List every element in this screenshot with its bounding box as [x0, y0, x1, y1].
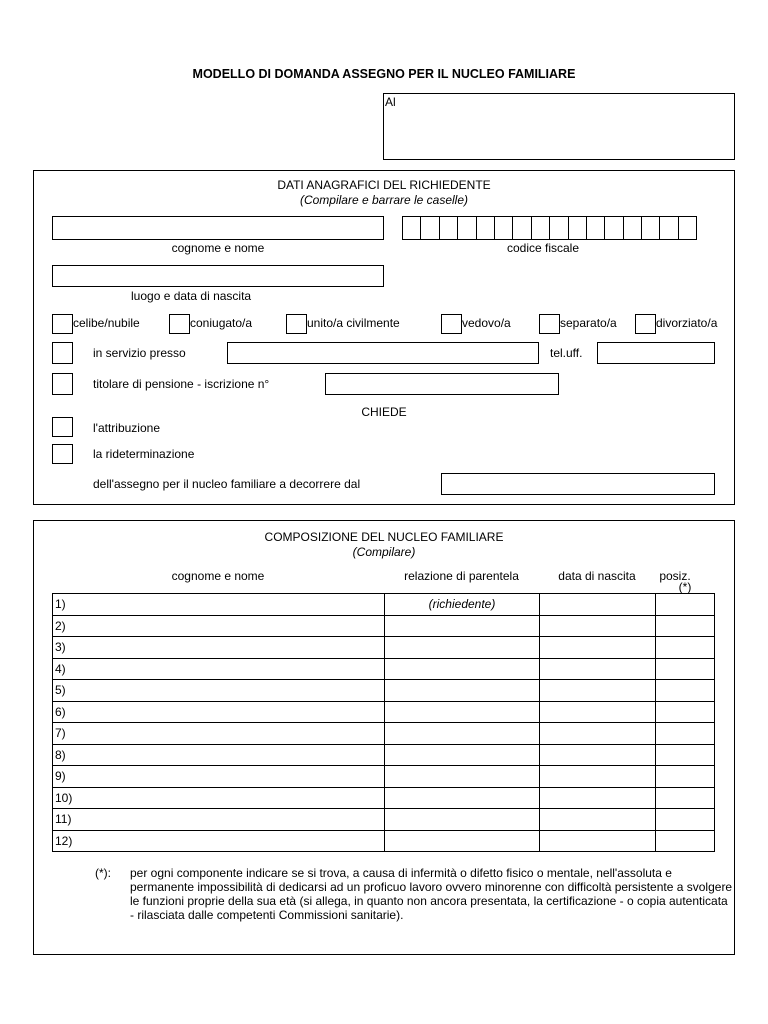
attribution-label: l'attribuzione — [93, 421, 160, 435]
checkbox-unito[interactable] — [286, 314, 307, 334]
requests-label: CHIEDE — [361, 405, 407, 419]
marital-label-separato: separato/a — [560, 316, 617, 330]
row-number[interactable]: 7) — [53, 723, 385, 745]
birth-field[interactable] — [52, 265, 384, 287]
from-label: dell'assegno per il nucleo familiare a decorrere dal — [93, 477, 361, 491]
checkbox-celibe[interactable] — [52, 314, 73, 334]
checkbox-divorziato[interactable] — [635, 314, 656, 334]
applicant-section-title: DATI ANAGRAFICI DEL RICHIEDENTE — [277, 178, 491, 192]
relation-cell[interactable]: (richiedente) — [385, 594, 540, 616]
row-number[interactable]: 9) — [53, 766, 385, 788]
table-row — [53, 615, 715, 637]
service-field[interactable] — [227, 342, 539, 364]
recipient-label: Al — [385, 95, 396, 109]
note-text: per ogni componente indicare se si trova, a causa di infermità o difetto fisico o mentale, nell'assoluta e permanente impossibilità di dedicarsi ad un proficuo lavoro ovvero minorenne con difficoltà persistente a svolgere le funzioni proprie della sua età (si allega, in quanto non ancora presentata, la certificazione - o copia autenticata - rilasciata dalle competenti Commissioni sanitarie). — [130, 866, 733, 922]
row-number[interactable]: 10) — [53, 787, 385, 809]
name-label: cognome e nome — [171, 241, 265, 255]
pension-label: titolare di pensione - iscrizione n° — [93, 377, 270, 391]
note-marker: (*): — [95, 866, 111, 880]
row-number[interactable]: 12) — [53, 830, 385, 852]
marital-label-celibe: celibe/nubile — [73, 316, 140, 330]
fiscal-code-boxes[interactable] — [403, 216, 697, 240]
tel-field[interactable] — [597, 342, 715, 364]
redetermination-label: la rideterminazione — [93, 447, 195, 461]
table-row — [53, 766, 715, 788]
checkbox-coniugato[interactable] — [169, 314, 190, 334]
row-number[interactable]: 8) — [53, 744, 385, 766]
marital-label-unito: unito/a civilmente — [307, 316, 400, 330]
checkbox-redetermination[interactable] — [52, 444, 73, 464]
table-row — [53, 723, 715, 745]
row-number[interactable]: 3) — [53, 637, 385, 659]
row-number[interactable]: 4) — [53, 658, 385, 680]
family-table — [52, 593, 715, 852]
fiscal-code-label: codice fiscale — [506, 241, 580, 255]
checkbox-attribution[interactable] — [52, 417, 73, 437]
table-row — [53, 658, 715, 680]
tel-label: tel.uff. — [550, 346, 583, 360]
checkbox-separato[interactable] — [539, 314, 560, 334]
family-section-title: COMPOSIZIONE DEL NUCLEO FAMILIARE — [264, 530, 504, 544]
table-row — [53, 830, 715, 852]
table-row — [53, 680, 715, 702]
checkbox-pension[interactable] — [52, 373, 73, 395]
from-date-field[interactable] — [441, 473, 715, 495]
page-title: MODELLO DI DOMANDA ASSEGNO PER IL NUCLEO FAMILIARE — [192, 67, 576, 81]
name-field[interactable] — [52, 216, 384, 240]
row-number[interactable]: 5) — [53, 680, 385, 702]
service-label: in servizio presso — [93, 346, 186, 360]
pension-field[interactable] — [325, 373, 559, 395]
table-row — [53, 787, 715, 809]
column-header-birthdate: data di nascita — [558, 569, 636, 583]
column-header-relation: relazione di parentela — [404, 569, 519, 583]
row-number[interactable]: 6) — [53, 701, 385, 723]
marital-label-vedovo: vedovo/a — [462, 316, 511, 330]
family-section-subtitle: (Compilare) — [352, 545, 416, 559]
row-number[interactable]: 2) — [53, 615, 385, 637]
checkbox-service[interactable] — [52, 342, 73, 364]
column-header-name: cognome e nome — [171, 569, 265, 583]
column-header-position-note: (*) — [678, 580, 692, 594]
birth-label: luogo e data di nascita — [131, 289, 252, 303]
column-header-position: posiz. — [659, 569, 691, 583]
checkbox-vedovo[interactable] — [441, 314, 462, 334]
marital-label-coniugato: coniugato/a — [190, 316, 253, 330]
table-row — [53, 744, 715, 766]
table-row — [53, 594, 715, 616]
recipient-box[interactable] — [383, 93, 735, 160]
table-row — [53, 701, 715, 723]
table-row — [53, 809, 715, 831]
row-number[interactable]: 11) — [53, 809, 385, 831]
table-row — [53, 637, 715, 659]
applicant-section-subtitle: (Compilare e barrare le caselle) — [299, 193, 469, 207]
row-number[interactable]: 1) — [53, 594, 385, 616]
marital-label-divorziato: divorziato/a — [656, 316, 718, 330]
